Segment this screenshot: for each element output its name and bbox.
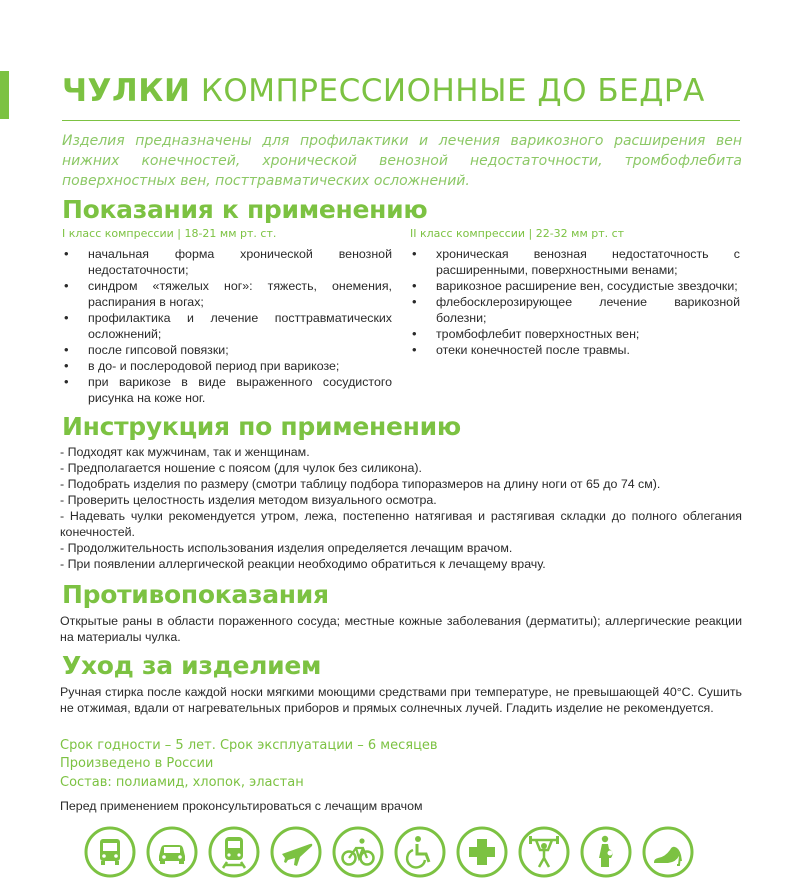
class1-item: • после гипсовой повязки; xyxy=(62,342,392,358)
instructions-list xyxy=(60,444,742,572)
contraindications-heading: Противопоказания xyxy=(62,580,329,609)
class2-column xyxy=(410,227,740,358)
care-text: Ручная стирка после каждой носки мягкими моющими средствами при температуре, не превышающей 40°С. Сушить не отжимая, вдали от нагревательных приборов и прямых солнечных лучей. Гладить изделие не рекомендуется. xyxy=(60,685,742,715)
title-rest: КОМПРЕССИОННЫЕ ДО БЕДРА xyxy=(190,73,705,109)
instruction-item: - Подходят как мужчинам, так и женщинам. xyxy=(60,445,310,459)
airplane-icon xyxy=(270,826,322,878)
instruction-item: - При появлении аллергической реакции необходимо обратиться к лечащему врачу. xyxy=(60,557,546,571)
composition: Состав: полиамид, хлопок, эластан xyxy=(60,775,304,790)
title-bold: ЧУЛКИ xyxy=(62,73,191,109)
class1-item: • начальная форма хронической венозной недостаточности; xyxy=(62,246,392,278)
instruction-item: - Надевать чулки рекомендуется утром, лежа, постепенно натягивая и растягивая складки до полного облегания конечностей. xyxy=(60,509,742,539)
class2-item: • флебосклерозирующее лечение варикозной болезни; xyxy=(410,294,740,326)
intro-text: Изделия предназначены для профилактики и лечения варикозного расширения вен нижних конечностей, хронической венозной недостаточности, тромбофлебита поверхностных вен, посттравматических осложнений. xyxy=(62,133,742,189)
class1-item: • при варикозе в виде выраженного сосудистого рисунка на коже ног. xyxy=(62,374,392,406)
page-title xyxy=(62,73,705,109)
bus-icon xyxy=(84,826,136,878)
care-heading: Уход за изделием xyxy=(62,651,322,680)
pregnancy-icon xyxy=(580,826,632,878)
contraindications-text: Открытые раны в области пораженного сосуда; местные кожные заболевания (дерматиты); аллергические реакции на материалы чулка. xyxy=(60,614,742,644)
medical-cross-icon xyxy=(456,826,508,878)
class1-item: • профилактика и лечение посттравматических осложнений; xyxy=(62,310,392,342)
bicycle-icon xyxy=(332,826,384,878)
shelf-life: Срок годности – 5 лет. Срок эксплуатации – 6 месяцев xyxy=(60,738,438,753)
class2-item: • варикозное расширение вен, сосудистые звездочки; xyxy=(410,278,740,294)
consult-note: Перед применением проконсультироваться с лечащим врачом xyxy=(60,799,423,813)
instruction-item: - Предполагается ношение с поясом (для чулок без силикона). xyxy=(60,461,422,475)
class1-item: • синдром «тяжелых ног»: тяжесть, онемения, распирания в ногах; xyxy=(62,278,392,310)
instruction-item: - Подобрать изделия по размеру (смотри таблицу подбора типоразмеров на длину ноги от 65 до 74 см). xyxy=(60,477,661,491)
class2-label: II класс компрессии | 22-32 мм рт. ст xyxy=(410,227,625,240)
class1-column xyxy=(62,227,392,406)
accent-bar xyxy=(0,71,9,119)
high-heel-icon xyxy=(642,826,694,878)
train-icon xyxy=(208,826,260,878)
instruction-item: - Проверить целостность изделия методом визуального осмотра. xyxy=(60,493,437,507)
indications-heading: Показания к применению xyxy=(62,195,428,224)
class2-item: • хроническая венозная недостаточность с расширенными, поверхностными венами; xyxy=(410,246,740,278)
wheelchair-icon xyxy=(394,826,446,878)
weightlifting-icon xyxy=(518,826,570,878)
car-icon xyxy=(146,826,198,878)
class1-item: • в до- и послеродовой период при варикозе; xyxy=(62,358,392,374)
instruction-item: - Продолжительность использования изделия определяется лечащим врачом. xyxy=(60,541,513,555)
made-in: Произведено в России xyxy=(60,756,214,771)
class1-label: I класс компрессии | 18-21 мм рт. ст. xyxy=(62,227,277,240)
usage-icons xyxy=(84,826,704,878)
class2-item: • тромбофлебит поверхностных вен; xyxy=(410,326,740,342)
title-divider xyxy=(62,120,740,121)
instructions-heading: Инструкция по применению xyxy=(62,412,461,441)
class2-item: • отеки конечностей после травмы. xyxy=(410,342,740,358)
